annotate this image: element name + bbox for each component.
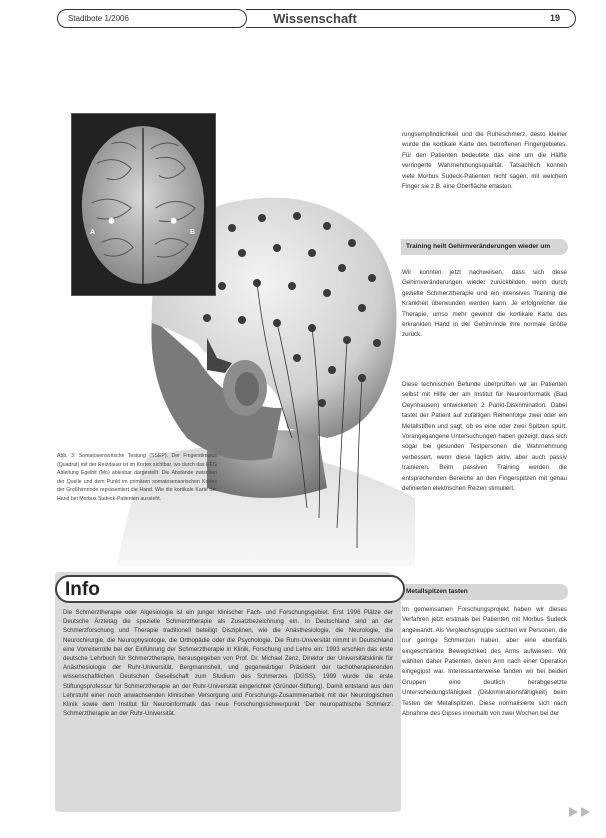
- brain-inset: [71, 113, 216, 296]
- header-publication-label: Stadtbote 1/2006: [57, 9, 247, 28]
- brain-image: [72, 114, 215, 295]
- brain-label-b: B: [190, 229, 196, 236]
- brain-label-a: A: [90, 229, 96, 236]
- info-text: Die Schmerztherapie oder Algesiologie ist ein junger klinischer Fach- und Forschungsgebiet. Erst 1996 Plätze der Deutsche Ärztetag die spezielle Schmerztherapie als Zusatzbezeichnung ein. In Deutschland sind an der Schmerzforschung und Therapie traditionell beteiligt Disziplinen, wie die Anästhesiologie, die Neurologie, die Neurochirurgie, die Neurophysiologie, die Orthopädie oder die Psychologie. Die Ruhr-Universität nimmt in Deutschland eine Vorreiterrolle bei der Einführung der Schmerztherapie in Klinik, Forschung und Lehre ein: 1993 erschien das erste deutsche Lehrbuch für Schmerztherapie, herausgegeben von Prof. Dr. Michael Zenz, Direktor der Universitätsklinik für Anästhesiologie der Ruhr-Universität, Bergmannsheil, und gegenwärtiger Präsident der tachotherapierenden wissenschaftlichen Deutschen Gesellschaft zum Studium des Schmerzes (DGSS). 1999 wurde die erste Stiftungsprofessur für Schmerztherapie an der Ruhr-Universität eingerichtet (Gründer-Stiftung). Damit entstand aus den Lehrstuhl einer noch anwachsenden klinischen Versorgung und Forschungs-Zusammenarbeit mit der Neurologischen Klinik sowie dem Institut für Neuroinformatik das neue Forschungsschwerpunkt 'Der neuropathische Schmerz'. Schmerztherapie an der Ruhr-Universität.: [63, 609, 393, 718]
- column-para3: [402, 605, 567, 719]
- column-para1: [402, 268, 567, 341]
- section-title: Wissenschaft: [273, 11, 357, 26]
- paragraph-3: Im gemeinsamen Forschungsprojekt haben wir dieses Verfahren jetzt erstmals bei Patienten mit Morbus Sudeck angewandt. Als Vergleichsgruppe suchten wir Personen, die nur geringe Schmerzen haben, aber eine ebenfalls eingeschränkte Beweglichkeit des Arms aufwiesen. Wir wählten daher Patienten, deren Arm nach einer Operation eingegipst war. Interessanterweise fanden wir bei beiden Gruppen eine deutlich herabgesetzte Unterscheidungsfähigkeit (Diskriminationsfähigkeit) beim Testen der Metallspitzen. Diese normalisierte sich nach Abnahme des Gipses innerhalb von zwei Wochen bei der: [402, 606, 567, 718]
- subheading-training: Training heilt Gehirnveränderungen wieder um: [401, 239, 568, 255]
- paragraph-2: Diese technischen Befunde überprüften wir an Patienten selbst mit Hilfe der am Institut für Neuroinformatik (Bad Oeynhausen) entwickelten 2 Punkt-Diskrimination. Dabei tastet der Patient auf zufälligen Reihenfolge zwei oder ein Metallstiften und sagt, ob es eine oder zwei Spitzen spürt. Vorangegangene Untersuchungen haben gezeigt, dass sich sogar bei gesunden Testpersonen die Wahrnehmung verbessert, wenn diese täglich aktiv, aber auch passiv trainieren. Beim passiven Training werden die entsprechenden Bereiche an den Fingerspitzen mit genau definierten elektrischen Reizen stimuliert.: [402, 381, 567, 493]
- column-intro: [402, 130, 567, 192]
- column-para2: [402, 380, 567, 494]
- paragraph-1: Wir konnten jetzt nachweisen, dass sich diese Gehirnveränderungen wieder zurückbilden, wenn durch gezielte Schmerztherapie und ein intensives Training die Krankheit überwunden werden kann. Je erfolgreicher die Therapie, umso mehr gewinnt die kortikale Karte des erkrankten Hand in der Gehirnrinde ihre normale Größe zurück.: [402, 269, 567, 339]
- figure-caption: Abb. 3: Somatosensorische Testung (SSEP). Der Fingerstimulus (Quadrat) mit der Reizdauer ist im Kortex sichtbar, wo durch das EEG Ableitung Egelbit (Mo) ablesbar dargestellt. Die Abstände zwischen der Quelle und dem Punkt im primären somatosensorischen Kortex der Großhirnrinde repräsentiert die Hand. Wie die kortikale Karte der Hand bei Morbus Sudeck-Patienten aussieht.: [57, 453, 218, 502]
- page-number: 19: [549, 13, 560, 23]
- next-arrows-icon: [569, 806, 595, 818]
- info-title: Info: [55, 575, 405, 603]
- intro-paragraph: rungsempfindlichkeit und die Ruheschmerz, desto kleiner wurde die kortikale Karte des betroffenen Fingergebietes. Für den Patienten bedeutete das eine um die Hälfte verringerte Wahrnehmungsqualität. Tatsächlich können viele Morbus Sudeck-Patienten nicht sagen, mit welchem Finger sie z.B. eine Oberfläche ertasten.: [402, 131, 567, 191]
- subheading-metallspitzen: Metallspitzen tasten: [401, 584, 568, 600]
